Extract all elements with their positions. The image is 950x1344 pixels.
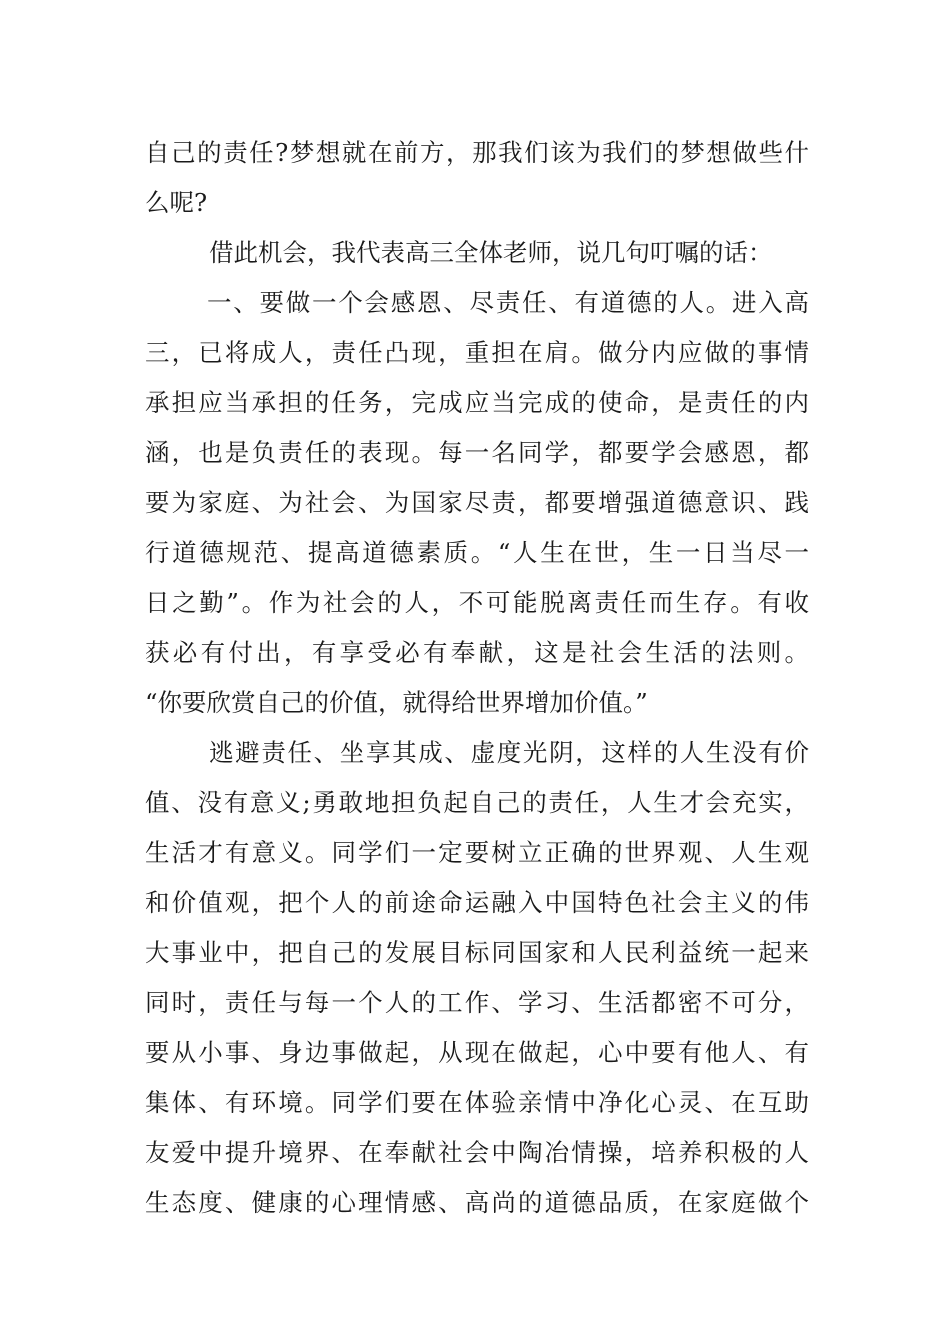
text-line: 友爱中提升境界、在奉献社会中陶冶情操，培养积极的人 <box>145 1138 809 1167</box>
text-line: 要为家庭、为社会、为国家尽责，都要增强道德意识、践 <box>145 488 809 517</box>
text-line: 值、没有意义;勇敢地担负起自己的责任，人生才会充实， <box>145 788 809 817</box>
text-line: 自己的责任?梦想就在前方，那我们该为我们的梦想做些什 <box>145 138 809 167</box>
text-line: 承担应当承担的任务，完成应当完成的使命，是责任的内 <box>145 388 809 417</box>
text-line: “你要欣赏自己的价值，就得给世界增加价值。” <box>145 688 648 717</box>
text-line: 生活才有意义。同学们一定要树立正确的世界观、人生观 <box>145 838 809 867</box>
body-text <box>145 128 809 1228</box>
text-line: 大事业中，把自己的发展目标同国家和人民利益统一起来 <box>145 938 809 967</box>
text-line: 集体、有环境。同学们要在体验亲情中净化心灵、在互助 <box>145 1088 809 1117</box>
text-line: 行道德规范、提高道德素质。“人生在世，生一日当尽一 <box>145 538 809 567</box>
text-line: 同时，责任与每一个人的工作、学习、生活都密不可分， <box>145 988 809 1017</box>
text-line: 三，已将成人，责任凸现，重担在肩。做分内应做的事情 <box>145 338 809 367</box>
text-line: 和价值观，把个人的前途命运融入中国特色社会主义的伟 <box>145 888 809 917</box>
text-line: 一、要做一个会感恩、尽责任、有道德的人。进入高 <box>207 288 809 317</box>
text-line: 日之勤”。作为社会的人，不可能脱离责任而生存。有收 <box>145 588 809 617</box>
text-line: 要从小事、身边事做起，从现在做起，心中要有他人、有 <box>145 1038 809 1067</box>
text-line: 获必有付出，有享受必有奉献，这是社会生活的法则。 <box>145 638 809 667</box>
text-line: 生态度、健康的心理情感、高尚的道德品质，在家庭做个 <box>145 1188 809 1217</box>
text-line: 借此机会，我代表高三全体老师，说几句叮嘱的话： <box>209 238 773 267</box>
text-line: 逃避责任、坐享其成、虚度光阴，这样的人生没有价 <box>209 738 809 767</box>
text-line: 涵，也是负责任的表现。每一名同学，都要学会感恩，都 <box>145 438 809 467</box>
text-line: 么呢? <box>145 188 208 217</box>
